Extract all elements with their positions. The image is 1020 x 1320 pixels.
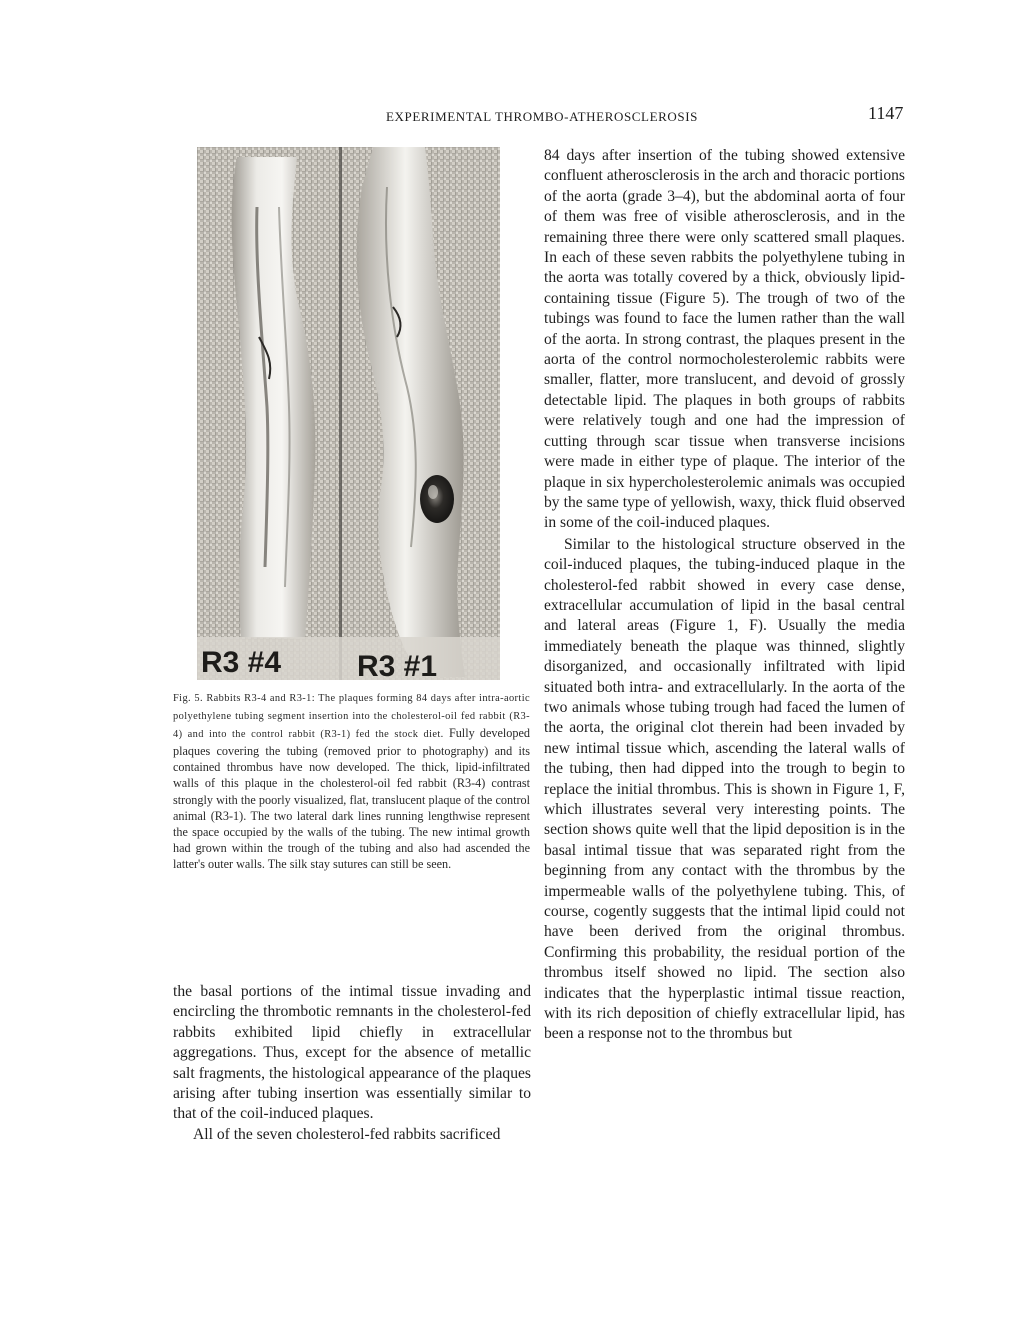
right-paragraph-1: 84 days after insertion of the tubing showed extensive confluent atherosclerosis in the arch and thoracic portions of the aorta (grade 3–4), but the abdominal aorta of four of them was free of visible atherosclerosis, and in the remaining three there were only scattered small plaques. In each of these seven rabbits the polyethylene tubing in the aorta was totally covered by a thick, obviously lipid-containing tissue (Figure 5). The trough of two of the tubings was found to face the lumen rather than the wall of the aorta. In strong contrast, the plaques present in the aorta of the control normocholesterolemic rabbits were smaller, flatter, more translucent, and devoid of grossly detectable lipid. The plaques in both groups of rabbits were relatively tough and one had the impression of cutting through scar tissue when transverse incisions were made in either type of plaque. The interior of the plaque in six hypercholesterolemic animals was occupied by the same type of yellowish, waxy, thick fluid observed in some of the coil-induced plaques.	[544, 147, 905, 532]
right-paragraph-2: Similar to the histological structure observed in the coil-induced plaques, the tubing-induced plaque in the cholesterol-fed rabbit showed in every case dense, extracellular accumulation of lipid in the basal central and lateral areas (Figure 1, F). Usually the media immediately beneath the plaque was thinned, slightly disorganized, and occasionally infiltrated with lipid situated both intra- and extracellularly. In the aorta of the two animals whose tubing trough had faced the lumen of the aorta, the original clot therein had been invaded by new intimal tissue which, ascending the lateral walls of the tubing, then had dipped into the trough to begin to replace the initial thrombus. This is shown in Figure 1, F, which illustrates several very interesting points. The section shows quite well that the lipid deposition is in the basal intimal tissue that was separated right from the beginning from any contact with the thrombus by the impermeable walls of the polyethylene tubing. This, of course, cogently suggests that the intimal lipid could not have been derived from the original thrombus. Confirming this probability, the residual portion of the thrombus itself showed no lipid. The section also indicates that the hyperplastic intimal tissue reaction, with its rich deposition of chiefly extracellular lipid, has been a response not to the thrombus but	[544, 535, 905, 1043]
left-paragraph-2: All of the seven cholesterol-fed rabbits sacrificed	[193, 1125, 501, 1143]
figure-label-right: R3 #1	[357, 650, 438, 680]
left-column-text	[173, 982, 531, 1145]
running-title: EXPERIMENTAL THROMBO-ATHEROSCLEROSIS	[386, 109, 698, 124]
specimen-photograph	[197, 147, 500, 680]
caption-title: Rabbits R3-4 and R3-1: The plaques forming 84 days after intra-aortic polyethylene tubing segment insertion into the cholesterol-oil fed rabbit (R3-4) and into the control rabbit (R3-1) fed the stock diet.	[173, 693, 530, 741]
caption-figure-label: Fig. 5.	[173, 693, 203, 704]
figure-caption	[173, 689, 530, 872]
figure-label-left: R3 #4	[201, 646, 282, 679]
right-column-text	[544, 146, 905, 1045]
page-number: 1147	[868, 103, 904, 123]
caption-body: Fully developed plaques covering the tubing (removed prior to photography) and its contained thrombus have now developed. The thick, lipid-infiltrated walls of this plaque in the cholesterol-oil fed rabbit (R3-4) contrast strongly with the poorly visualized, flat, translucent plaque of the control animal (R3-1). The two lateral dark lines running lengthwise represent the space occupied by the walls of the tubing. The new intimal growth had grown within the trough of the tubing and also had ascended the latter's outer walls. The silk stay sutures can still be seen.	[173, 726, 530, 871]
left-paragraph-1: the basal portions of the intimal tissue invading and encircling the thrombotic remnants in the cholesterol-fed rabbits exhibited lipid chiefly in extracellular aggregations. Thus, except for the absence of metallic salt fragments, the histological appearance of the plaques arising after tubing insertion was essentially similar to that of the coil-induced plaques.	[173, 983, 531, 1123]
